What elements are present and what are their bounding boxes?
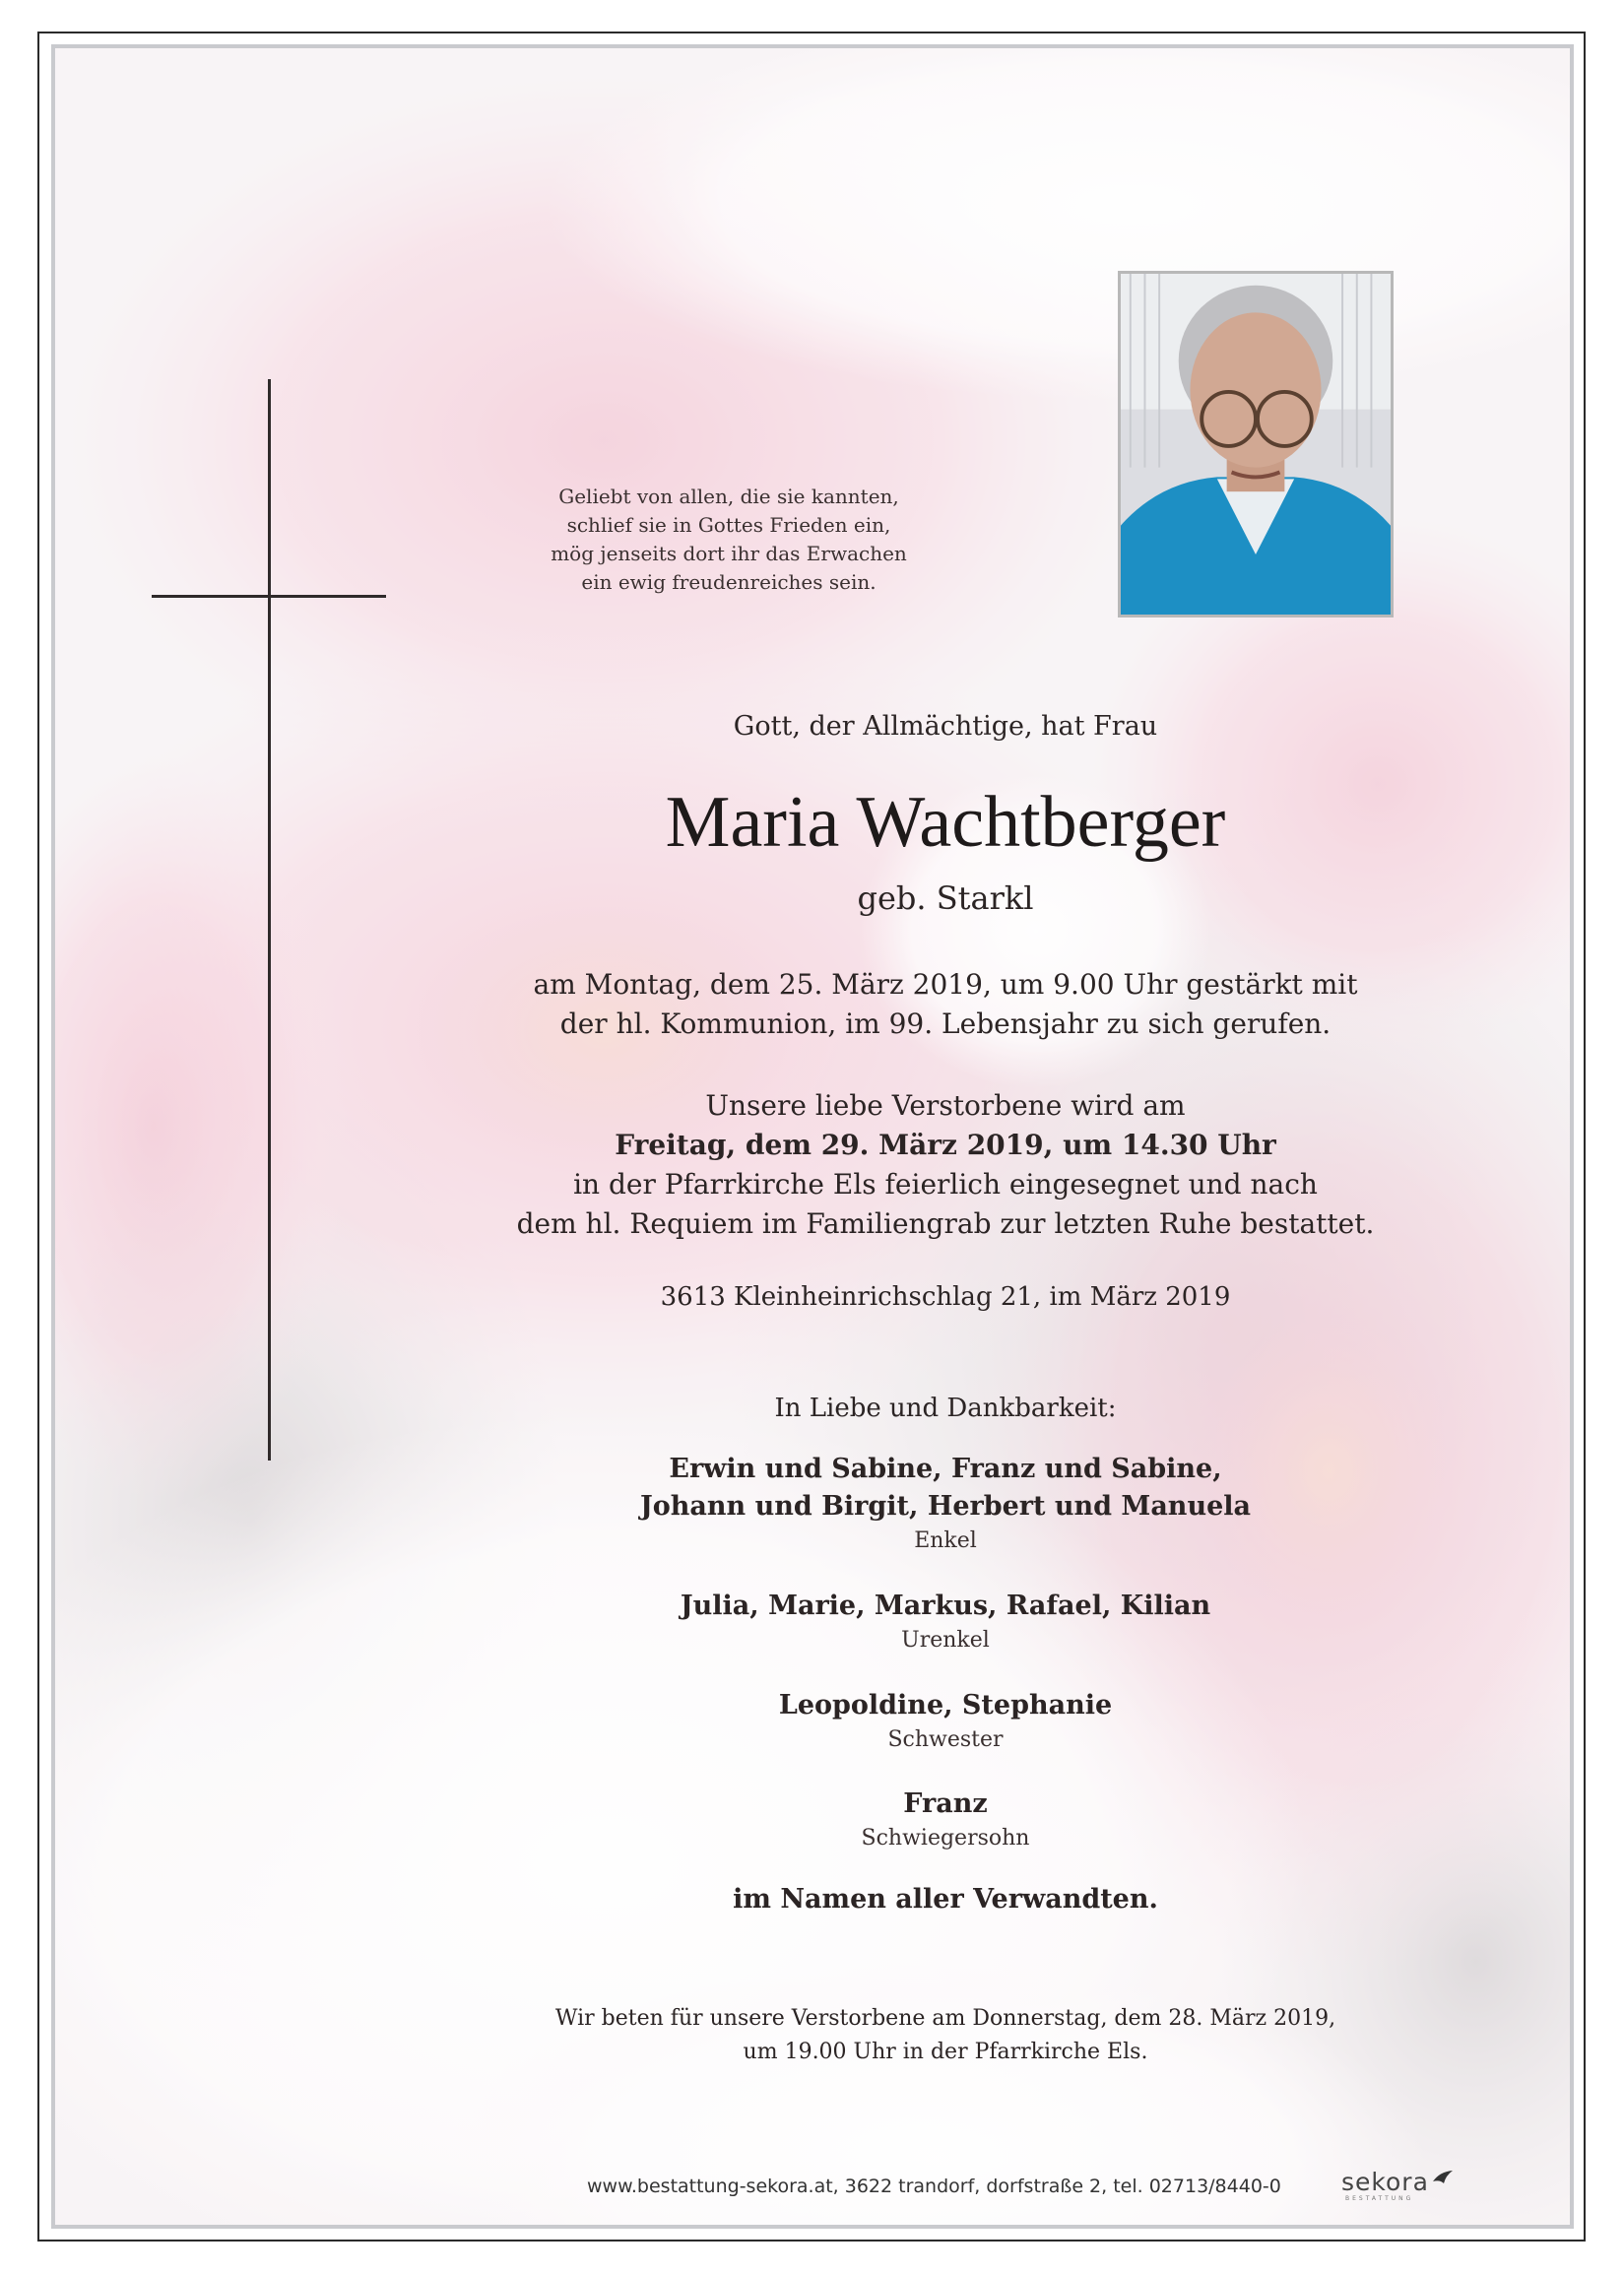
logo-subtitle: BESTATTUNG bbox=[1345, 2195, 1414, 2202]
mourner-relation: Schwester bbox=[887, 1727, 1004, 1752]
cross-vertical-bar bbox=[268, 379, 271, 1461]
mourner-group-sisters bbox=[453, 1687, 1438, 1756]
prayer-notice bbox=[453, 2002, 1438, 2069]
mourner-names: Leopoldine, Stephanie bbox=[778, 1690, 1113, 1721]
birth-name: geb. Starkl bbox=[857, 879, 1034, 917]
poem-line: Geliebt von allen, die sie kannten, bbox=[558, 485, 899, 508]
funeral-date-time: Freitag, dem 29. März 2019, um 14.30 Uhr bbox=[615, 1129, 1276, 1161]
logo-wordmark: sekora bbox=[1341, 2168, 1429, 2196]
deceased-name: Maria Wachtberger bbox=[665, 782, 1226, 863]
mourner-relation: Enkel bbox=[914, 1528, 977, 1553]
funeral-line: in der Pfarrkirche Els feierlich eingesegnet und nach bbox=[573, 1168, 1318, 1201]
gratitude-heading: In Liebe und Dankbarkeit: bbox=[774, 1394, 1117, 1423]
prayer-line: Wir beten für unsere Verstorbene am Donnerstag, dem 28. März 2019, bbox=[554, 2006, 1336, 2031]
intro-text: Gott, der Allmächtige, hat Frau bbox=[733, 711, 1158, 742]
mourner-relation: Urenkel bbox=[901, 1628, 990, 1653]
poem-line: ein ewig freudenreiches sein. bbox=[581, 570, 877, 594]
memorial-poem bbox=[532, 483, 926, 597]
portrait-photo bbox=[1118, 271, 1394, 617]
death-notice-line: am Montag, dem 25. März 2019, um 9.00 Uhr gestärkt mit bbox=[533, 968, 1358, 1001]
bird-icon bbox=[1432, 2170, 1454, 2185]
place-and-date: 3613 Kleinheinrichschlag 21, im März 2019 bbox=[660, 1282, 1231, 1312]
mourner-names: Johann und Birgit, Herbert und Manuela bbox=[640, 1491, 1251, 1522]
mourner-group-grandchildren bbox=[453, 1451, 1438, 1557]
mourner-names: Julia, Marie, Markus, Rafael, Kilian bbox=[680, 1591, 1211, 1621]
funeral-line: Unsere liebe Verstorbene wird am bbox=[705, 1089, 1186, 1122]
mourner-relation: Schwiegersohn bbox=[861, 1826, 1030, 1851]
mourner-group-son-in-law bbox=[453, 1786, 1438, 1854]
poem-line: mög jenseits dort ihr das Erwachen bbox=[551, 542, 907, 565]
footer-contact: www.bestattung-sekora.at, 3622 trandorf, dorfstraße 2, tel. 02713/8440-0 bbox=[587, 2176, 1281, 2197]
death-notice-line: der hl. Kommunion, im 99. Lebensjahr zu sich gerufen. bbox=[559, 1007, 1332, 1040]
prayer-line: um 19.00 Uhr in der Pfarrkirche Els. bbox=[743, 2040, 1148, 2064]
poem-line: schlief sie in Gottes Frieden ein, bbox=[566, 513, 891, 537]
funeral-notice bbox=[453, 1086, 1438, 1244]
cross-horizontal-bar bbox=[152, 595, 386, 598]
mourner-names: Erwin und Sabine, Franz und Sabine, bbox=[669, 1454, 1222, 1484]
funeral-line: dem hl. Requiem im Familiengrab zur letzten Ruhe bestattet. bbox=[516, 1207, 1375, 1240]
all-relatives-line: im Namen aller Verwandten. bbox=[733, 1884, 1158, 1915]
mourner-names: Franz bbox=[903, 1788, 988, 1819]
mourner-group-great-grandchildren bbox=[453, 1588, 1438, 1657]
sekora-logo bbox=[1341, 2168, 1460, 2202]
death-notice bbox=[453, 965, 1438, 1044]
